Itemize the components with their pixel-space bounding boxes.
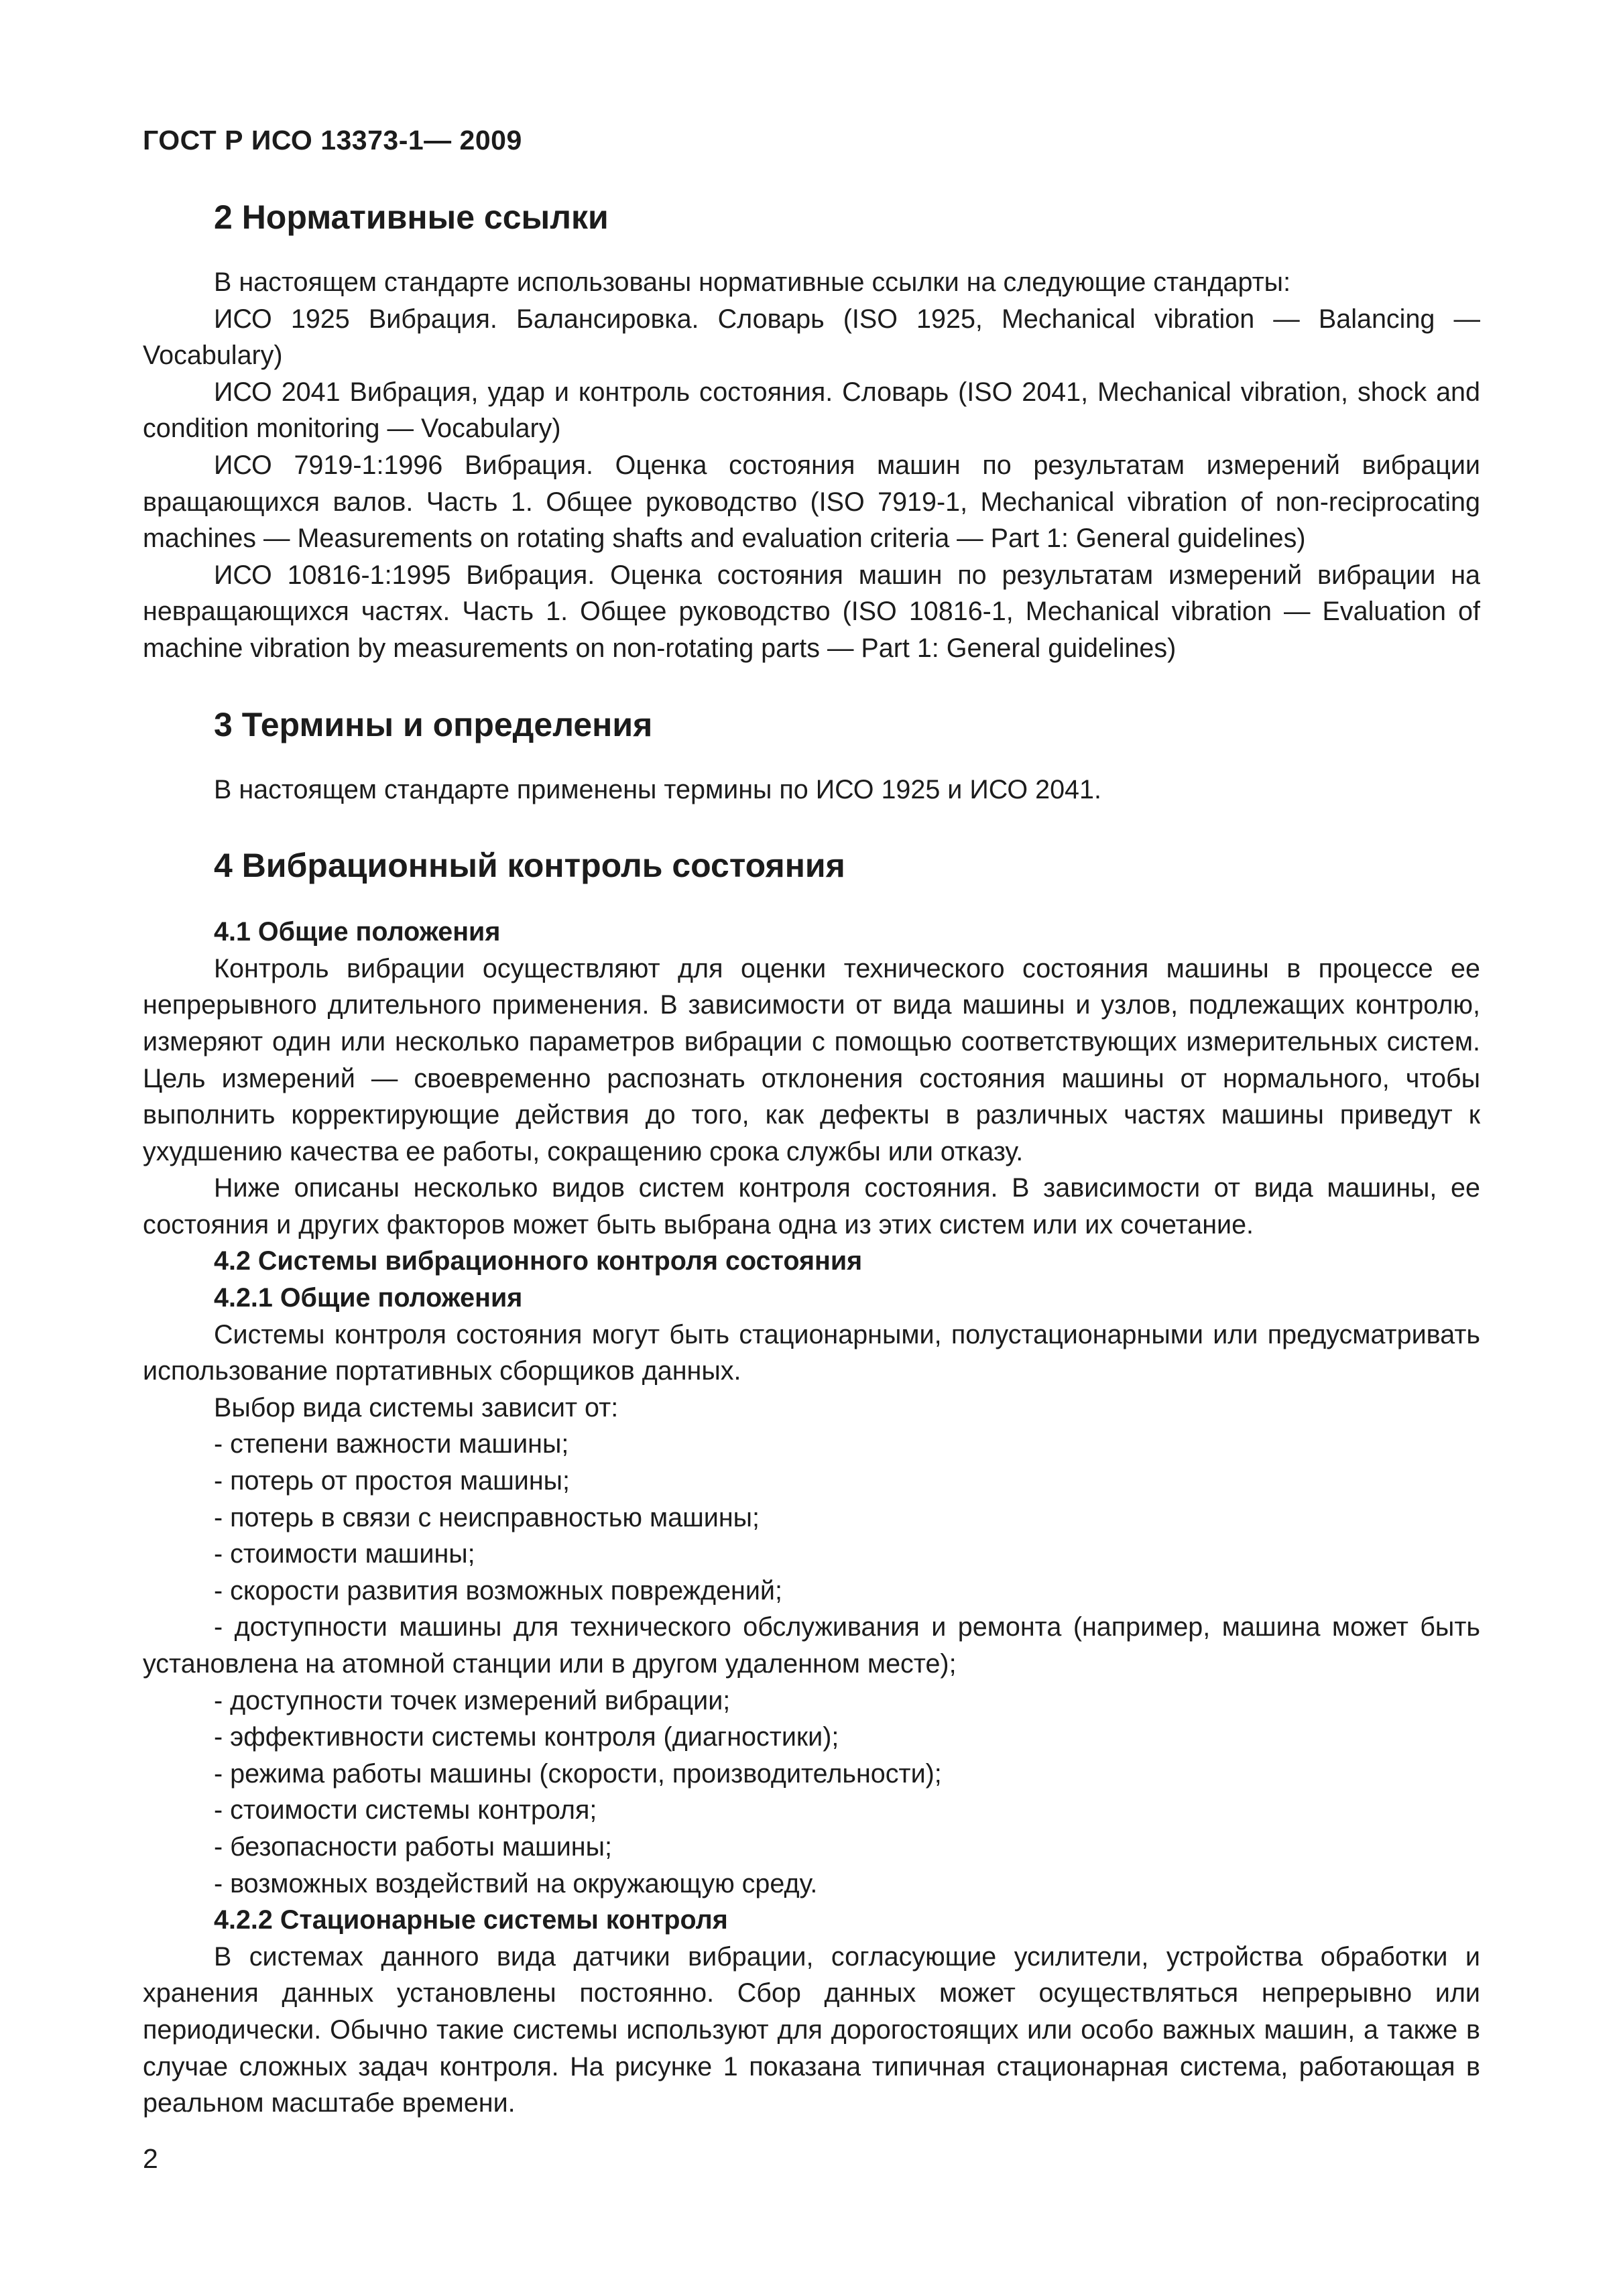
list-item: - доступности точек измерений вибрации; xyxy=(214,1685,731,1715)
subsection-4-2-heading: 4.2 Системы вибрационного контроля состояния xyxy=(214,1246,863,1276)
paragraph: Ниже описаны несколько видов систем контроля состояния. В зависимости от вида машины, ее состояния и других факторов может быть выбрана одна из этих систем или их сочетание. xyxy=(143,1173,1480,1240)
list-item: - скорости развития возможных повреждений; xyxy=(214,1575,782,1606)
reference-iso-10816-1: ИСО 10816-1:1995 Вибрация. Оценка состояния машин по результатам измерений вибрации на невращающихся частях. Часть 1. Общее руководство (ISO 10816-1, Mechanical vibration — Evaluation of machine vibration by measurements on non-rotating parts — Part 1: General guidelines) xyxy=(143,560,1480,663)
list-item: - доступности машины для технического обслуживания и ремонта (например, машина может быть установлена на атомной станции или в другом удаленном месте); xyxy=(143,1612,1480,1679)
reference-iso-1925: ИСО 1925 Вибрация. Балансировка. Словарь (ISO 1925, Mechanical vibration — Balancing — Vocabulary) xyxy=(143,304,1480,371)
list-item: - режима работы машины (скорости, производительности); xyxy=(214,1758,942,1789)
list-item: - безопасности работы машины; xyxy=(214,1831,612,1862)
paragraph: Контроль вибрации осуществляют для оценки технического состояния машины в процессе ее непрерывного длительного применения. В зависимости от вида машины и узлов, подлежащих контролю, измеряют один или несколько параметров вибрации с помощью соответствующих измерительных систем. Цель измерений — своевременно распознать отклонения состояния машины от нормального, чтобы выполнить корректирующие действия до того, как дефекты в различных частях машины приведут к ухудшению качества ее работы, сокращению срока службы или отказу. xyxy=(143,953,1480,1166)
paragraph: Системы контроля состояния могут быть стационарными, полустационарными или предусматривать использование портативных сборщиков данных. xyxy=(143,1319,1480,1386)
selection-criteria-list xyxy=(143,1426,1480,1902)
paragraph: В настоящем стандарте использованы нормативные ссылки на следующие стандарты: xyxy=(214,267,1291,297)
paragraph: В настоящем стандарте применены термины по ИСО 1925 и ИСО 2041. xyxy=(214,774,1101,804)
list-item: - потерь от простоя машины; xyxy=(214,1466,570,1496)
section-4-heading: 4 Вибрационный контроль состояния xyxy=(214,847,845,885)
section-3-heading: 3 Термины и определения xyxy=(214,705,653,743)
subsection-4-2-1-heading: 4.2.1 Общие положения xyxy=(214,1283,523,1313)
list-item: - возможных воздействий на окружающую среду. xyxy=(214,1868,818,1898)
section-2-heading: 2 Нормативные ссылки xyxy=(214,198,609,236)
paragraph: Выбор вида системы зависит от: xyxy=(214,1392,619,1423)
list-item: - потерь в связи с неисправностью машины; xyxy=(214,1502,760,1532)
list-item: - степени важности машины; xyxy=(214,1429,569,1459)
subsection-4-2-2-heading: 4.2.2 Стационарные системы контроля xyxy=(214,1905,728,1935)
reference-iso-7919-1: ИСО 7919-1:1996 Вибрация. Оценка состояния машин по результатам измерений вибрации вращающихся валов. Часть 1. Общее руководство (ISO 7919-1, Mechanical vibration of non-reciprocating machines — Measurements on rotating shafts and evaluation criteria — Part 1: General guidelines) xyxy=(143,450,1480,554)
reference-iso-2041: ИСО 2041 Вибрация, удар и контроль состояния. Словарь (ISO 2041, Mechanical vibration, shock and condition monitoring — Vocabulary) xyxy=(143,377,1480,444)
list-item: - стоимости машины; xyxy=(214,1539,475,1569)
document-header: ГОСТ Р ИСО 13373-1— 2009 xyxy=(143,125,522,156)
subsection-4-1-heading: 4.1 Общие положения xyxy=(214,917,501,947)
paragraph: В системах данного вида датчики вибрации, согласующие усилители, устройства обработки и хранения данных установлены постоянно. Сбор данных может осуществляться непрерывно или периодически. Обычно такие системы используют для дорогостоящих или особо важных машин, а также в случае сложных задач контроля. На рисунке 1 показана типичная стационарная система, работающая в реальном масштабе времени. xyxy=(143,1941,1480,2118)
list-item: - стоимости системы контроля; xyxy=(214,1795,597,1825)
page-number: 2 xyxy=(143,2143,158,2174)
list-item: - эффективности системы контроля (диагностики); xyxy=(214,1722,839,1752)
document-body xyxy=(143,196,1480,2122)
